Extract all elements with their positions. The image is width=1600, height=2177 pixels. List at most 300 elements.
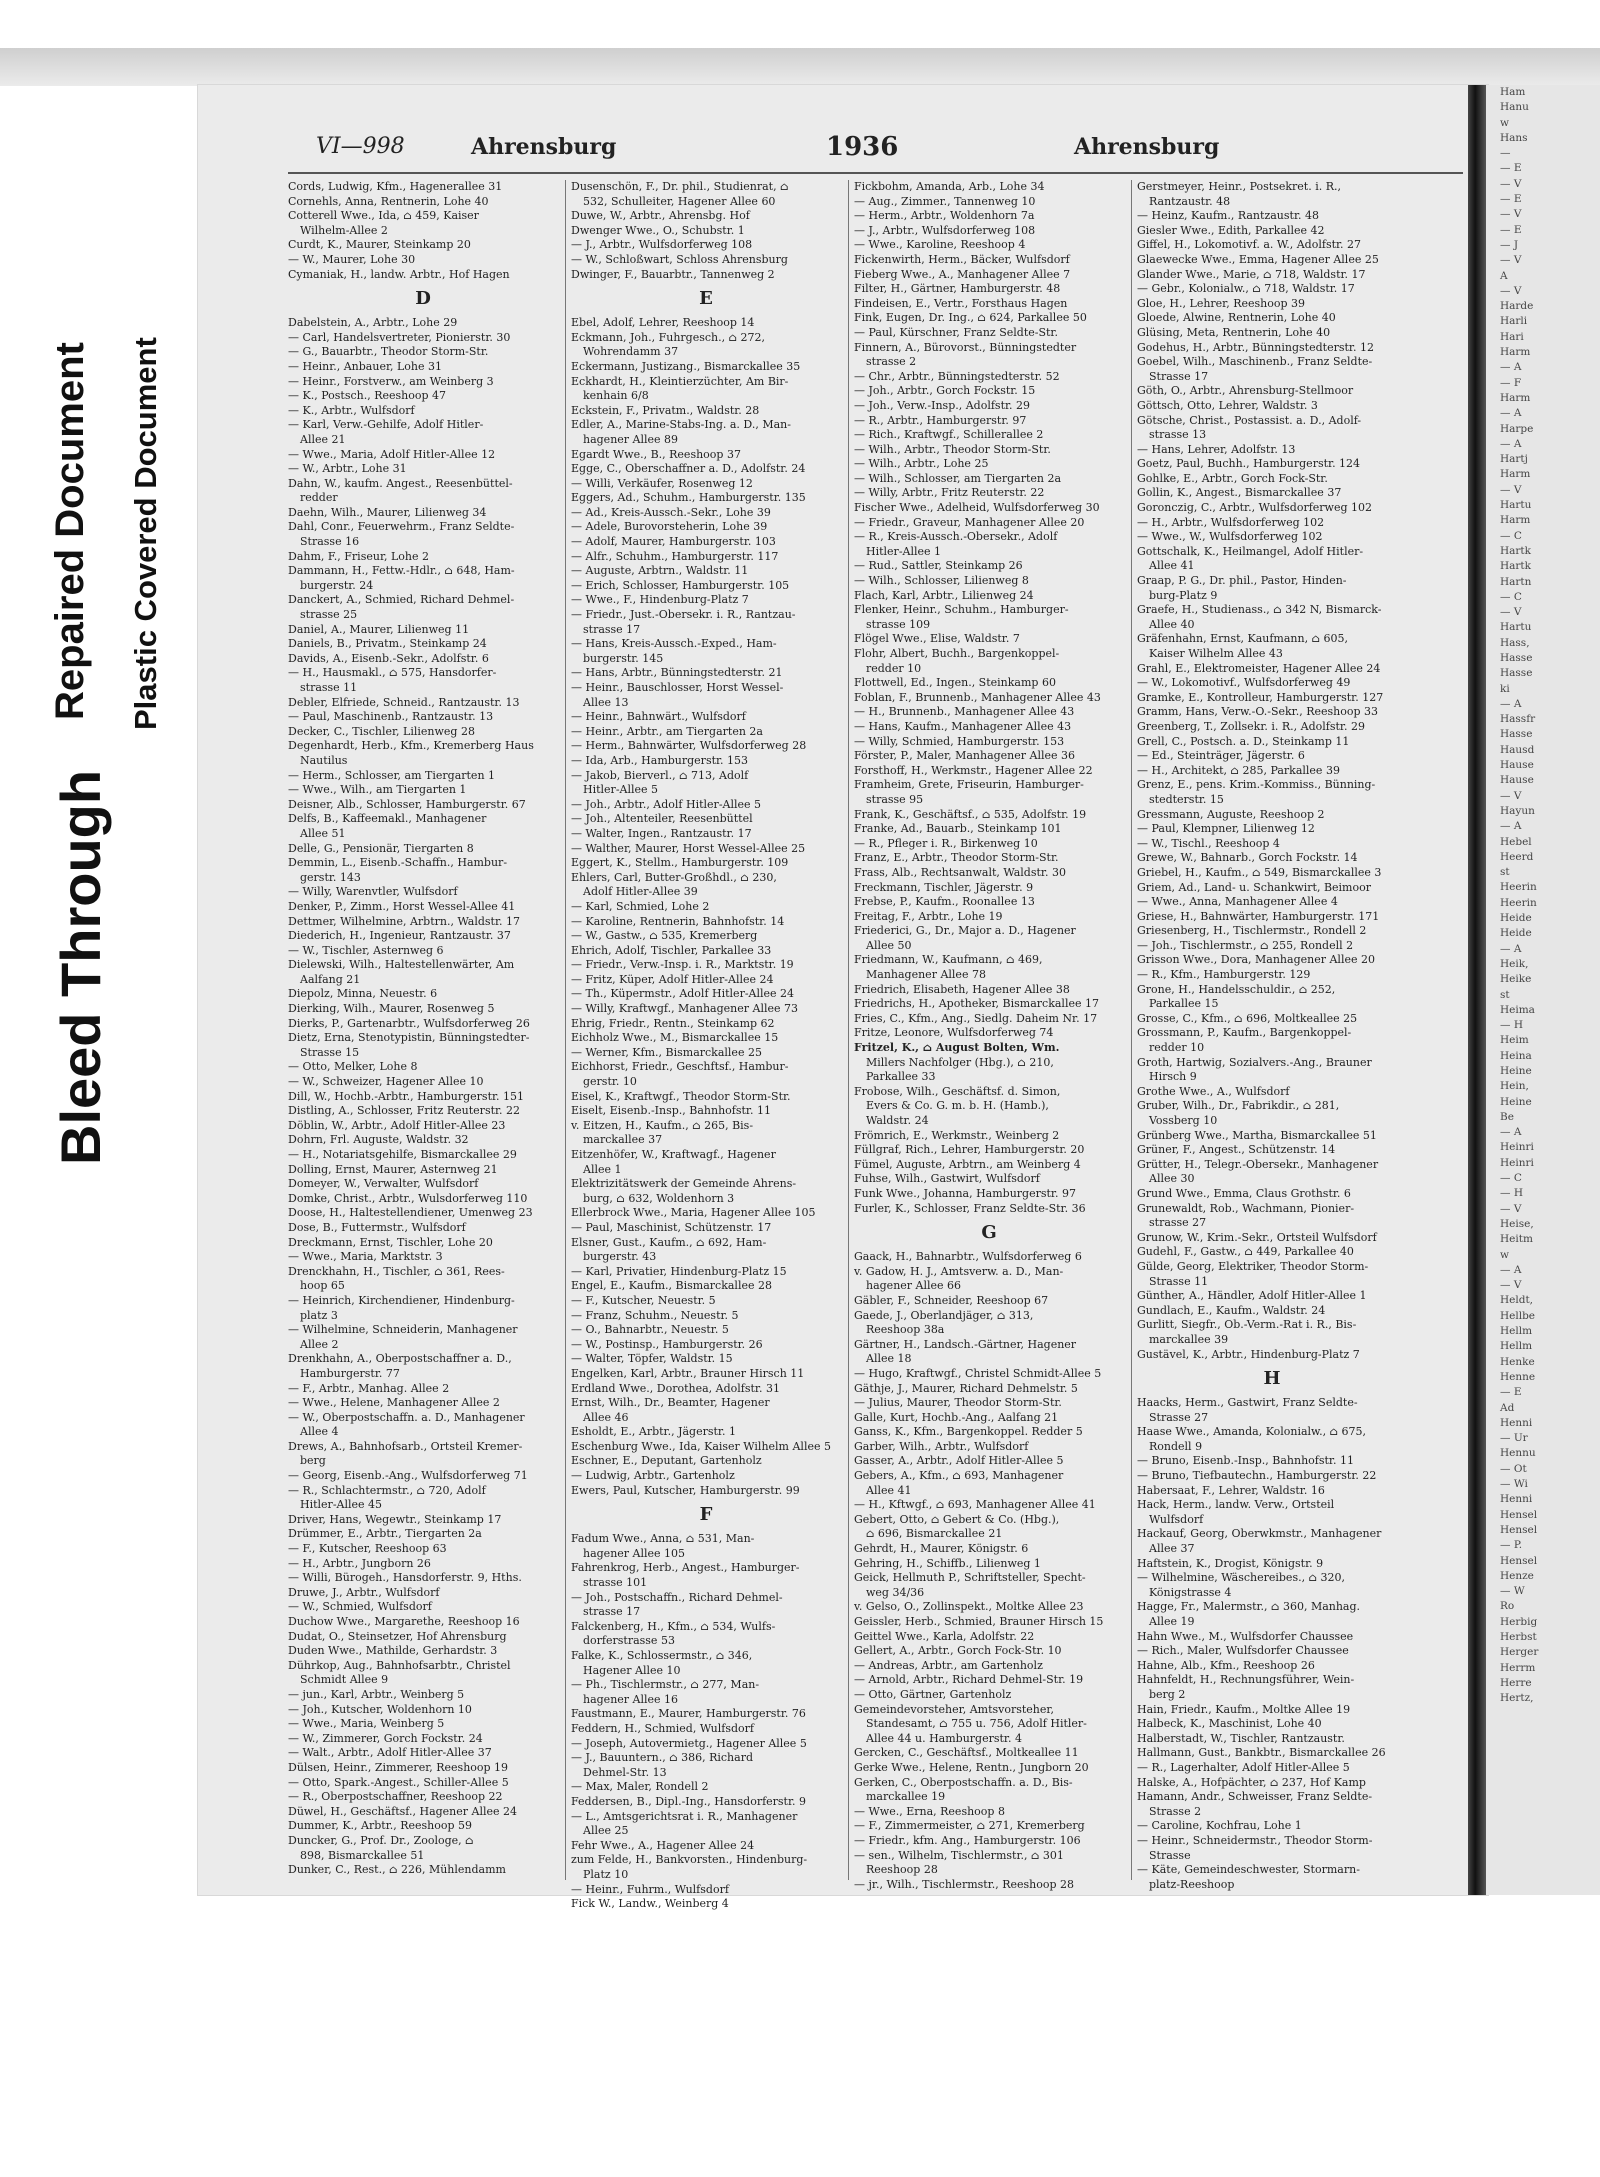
directory-entry: — Ida, Arb., Hamburgerstr. 153 xyxy=(571,753,749,767)
next-page-fragment: — V xyxy=(1500,177,1522,190)
directory-entry: Dettmer, Wilhelmine, Arbtrn., Waldstr. 17 xyxy=(288,914,521,928)
directory-entry: Glaewecke Wwe., Emma, Hagener Allee 25 xyxy=(1137,252,1379,266)
directory-entry: — Walter, Töpfer, Waldstr. 15 xyxy=(571,1352,733,1366)
directory-entry: Griese, H., Bahnwärter, Hamburgerstr. 171 xyxy=(1137,909,1380,923)
directory-entry: Königstrasse 4 xyxy=(1149,1585,1232,1599)
directory-entry: Strasse 2 xyxy=(1149,1804,1202,1818)
directory-entry: Allee 18 xyxy=(866,1352,912,1366)
directory-entry: — W., Zimmerer, Gorch Fockstr. 24 xyxy=(288,1731,483,1745)
next-page-fragment: Hartk xyxy=(1500,544,1532,557)
next-page-fragment: w xyxy=(1500,116,1509,129)
directory-entry: Halske, A., Hofpächter, ⌂ 237, Hof Kamp xyxy=(1137,1775,1366,1789)
directory-entry: — H., Arbtr., Wulfsdorferweg 102 xyxy=(1137,515,1325,529)
next-page-fragment: — A xyxy=(1500,437,1522,450)
directory-entry: Gebers, A., Kfm., ⌂ 693, Manhagener xyxy=(854,1469,1064,1483)
directory-entry: Deisner, Alb., Schlosser, Hamburgerstr. 67 xyxy=(288,797,526,811)
directory-entry: Ellerbrock Wwe., Maria, Hagener Allee 105 xyxy=(571,1206,816,1220)
directory-entry: Dietz, Erna, Stenotypistin, Bünningstedter- xyxy=(288,1031,530,1045)
directory-entry: Allee 41 xyxy=(1149,559,1195,573)
directory-entry: Geittel Wwe., Karla, Adolfstr. 22 xyxy=(854,1629,1035,1643)
directory-entry: — R., Oberpostschaffner, Reeshoop 22 xyxy=(288,1790,503,1804)
directory-entry: Drenkhahn, A., Oberpostschaffner a. D., xyxy=(288,1352,512,1366)
directory-entry: Haase Wwe., Amanda, Kolonialw., ⌂ 675, xyxy=(1137,1425,1367,1439)
directory-entry: Foblan, F., Brunnenb., Manhagener Allee 43 xyxy=(854,690,1101,704)
directory-entry: Drews, A., Bahnhofsarb., Ortsteil Kremer- xyxy=(288,1439,523,1453)
directory-entry: Curdt, K., Maurer, Steinkamp 20 xyxy=(288,238,471,252)
next-page-fragment: st xyxy=(1500,988,1510,1001)
next-page-fragment: Hause xyxy=(1500,774,1534,787)
directory-entry: Platz 10 xyxy=(583,1867,629,1881)
directory-entry: Hitler-Allee 5 xyxy=(583,783,659,797)
next-page-fragment: Heike xyxy=(1500,973,1532,986)
next-page-fragment: Hari xyxy=(1500,330,1524,343)
next-page-fragment: — J xyxy=(1500,238,1519,251)
directory-entry: Domeyer, W., Verwalter, Wulfsdorf xyxy=(288,1177,479,1191)
next-page-fragment: Hassfr xyxy=(1500,713,1536,726)
directory-entry: Giffel, H., Lokomotivf. a. W., Adolfstr. 27 xyxy=(1137,238,1362,252)
directory-entry: Diederich, H., Ingenieur, Rantzaustr. 37 xyxy=(288,929,511,943)
directory-entry: Demmin, L., Eisenb.-Schaffn., Hambur- xyxy=(288,856,508,870)
directory-entry: Allee 13 xyxy=(583,695,629,709)
directory-entry: Eckermann, Justizang., Bismarckallee 35 xyxy=(571,359,801,373)
directory-entry: Cymaniak, H., landw. Arbtr., Hof Hagen xyxy=(288,267,510,281)
directory-entry: Dolling, Ernst, Maurer, Asternweg 21 xyxy=(288,1162,498,1176)
next-page-fragment: Hans xyxy=(1500,131,1528,144)
directory-entry: burgerstr. 24 xyxy=(300,578,374,592)
directory-entry: — Walt., Arbtr., Adolf Hitler-Allee 37 xyxy=(288,1746,492,1760)
directory-entry: — Ed., Steinträger, Jägerstr. 6 xyxy=(1137,749,1305,763)
directory-entry: Dunker, C., Rest., ⌂ 226, Mühlendamm xyxy=(288,1863,506,1877)
directory-entry: Ernst, Wilh., Dr., Beamter, Hagener xyxy=(571,1396,770,1410)
directory-entry: Erdland Wwe., Dorothea, Adolfstr. 31 xyxy=(571,1381,780,1395)
directory-entry: — Wilh., Schlosser, am Tiergarten 2a xyxy=(854,471,1062,485)
directory-entry: Dose, B., Futtermstr., Wulfsdorf xyxy=(288,1220,466,1234)
directory-entry: — W., Maurer, Lohe 30 xyxy=(288,252,416,266)
directory-entry: Forsthoff, H., Werkmstr., Hagener Allee 22 xyxy=(854,763,1093,777)
directory-entry: Grosse, C., Kfm., ⌂ 696, Moltkeallee 25 xyxy=(1137,1011,1358,1025)
directory-entry: Hagge, Fr., Malermstr., ⌂ 360, Manhag. xyxy=(1137,1600,1361,1614)
directory-entry: burgerstr. 145 xyxy=(583,651,664,665)
directory-entry: Gaack, H., Bahnarbtr., Wulfsdorferweg 6 xyxy=(854,1250,1082,1264)
directory-entry: strasse 17 xyxy=(583,622,641,636)
directory-entry: Strasse 15 xyxy=(300,1045,360,1059)
directory-entry: hoop 65 xyxy=(300,1279,345,1293)
next-page-fragment: Heide xyxy=(1500,927,1532,940)
next-page-fragment: — H xyxy=(1500,1187,1523,1200)
directory-entry: — Adele, Burovorsteherin, Lohe 39 xyxy=(571,520,768,534)
directory-entry: Grunow, W., Krim.-Sekr., Ortsteil Wulfsdorf xyxy=(1137,1230,1377,1244)
directory-entry: Gaede, J., Oberlandjäger, ⌂ 313, xyxy=(854,1308,1034,1322)
directory-entry: Düwel, H., Geschäftsf., Hagener Allee 24 xyxy=(288,1804,518,1818)
next-page-fragment: — E xyxy=(1500,1386,1522,1399)
directory-entry: — Carl, Handelsvertreter, Pionierstr. 30 xyxy=(288,330,511,344)
next-page-fragment: Hebel xyxy=(1500,835,1532,848)
directory-entry: Driver, Hans, Wegewtr., Steinkamp 17 xyxy=(288,1512,502,1526)
directory-column-1 xyxy=(288,180,558,1880)
directory-entry: — W., Schloßwart, Schloss Ahrensburg xyxy=(571,252,788,266)
directory-entry: Haacks, Herm., Gastwirt, Franz Seldte- xyxy=(1137,1396,1358,1410)
directory-entry: Falckenberg, H., Kfm., ⌂ 534, Wulfs- xyxy=(571,1619,776,1633)
directory-entry: — W., Tischl., Reeshoop 4 xyxy=(1137,836,1280,850)
directory-entry: Fahrenkrog, Herb., Angest., Hamburger- xyxy=(571,1561,800,1575)
directory-entry: — Joh., Postschaffn., Richard Dehmel- xyxy=(571,1590,783,1604)
book-gutter xyxy=(1468,85,1486,1895)
directory-entry: redder 10 xyxy=(866,661,922,675)
directory-entry: Dahm, F., Friseur, Lohe 2 xyxy=(288,549,430,563)
directory-entry: Gäthje, J., Maurer, Richard Dehmelstr. 5 xyxy=(854,1381,1078,1395)
directory-entry: — G., Bauarbtr., Theodor Storm-Str. xyxy=(288,345,489,359)
directory-entry: Rantzaustr. 48 xyxy=(1149,194,1231,208)
directory-entry: — R., Schlachtermstr., ⌂ 720, Adolf xyxy=(288,1483,486,1497)
directory-entry: Göttsch, Otto, Lehrer, Waldstr. 3 xyxy=(1137,398,1318,412)
directory-entry: — Hans, Kaufm., Manhagener Allee 43 xyxy=(854,719,1072,733)
directory-entry: Grossmann, P., Kaufm., Bargenkoppel- xyxy=(1137,1026,1352,1040)
directory-entry: Glüsing, Meta, Rentnerin, Lohe 40 xyxy=(1137,325,1331,339)
next-page-fragment: Hein, xyxy=(1500,1080,1529,1093)
directory-entry: — R., Kreis-Aussch.-Obersekr., Adolf xyxy=(854,530,1058,544)
directory-entry: Cornehls, Anna, Rentnerin, Lohe 40 xyxy=(288,194,489,208)
next-page-fragment: — V xyxy=(1500,1279,1522,1292)
directory-entry: Grahl, E., Elektromeister, Hagener Allee 24 xyxy=(1137,661,1381,675)
directory-entry: Faustmann, E., Maurer, Hamburgerstr. 76 xyxy=(571,1707,806,1721)
next-page-fragment: — A xyxy=(1500,820,1522,833)
directory-entry: redder 10 xyxy=(1149,1041,1205,1055)
directory-entry: Gemeindevorsteher, Amtsvorsteher, xyxy=(854,1702,1054,1716)
directory-entry: Freitag, F., Arbtr., Lohe 19 xyxy=(854,909,1003,923)
directory-entry: — Otto, Spark.-Angest., Schiller-Allee 5 xyxy=(288,1775,509,1789)
directory-entry: strasse 17 xyxy=(583,1605,641,1619)
directory-entry: — Rich., Maler, Wulfsdorfer Chaussee xyxy=(1137,1644,1349,1658)
directory-entry: Eiselt, Eisenb.-Insp., Bahnhofstr. 11 xyxy=(571,1104,771,1118)
directory-entry: Standesamt, ⌂ 755 u. 756, Adolf Hitler- xyxy=(866,1717,1087,1731)
directory-entry: Daniels, B., Privatm., Steinkamp 24 xyxy=(288,637,487,651)
directory-entry: Hahnfeldt, H., Rechnungsführer, Wein- xyxy=(1137,1673,1355,1687)
directory-entry: Diepolz, Minna, Neuestr. 6 xyxy=(288,987,438,1001)
place-name-left: Ahrensburg xyxy=(471,134,617,160)
next-page-fragment: Harde xyxy=(1500,300,1534,313)
directory-entry: Gundlach, E., Kaufm., Waldstr. 24 xyxy=(1137,1303,1326,1317)
directory-entry: Parkallee 15 xyxy=(1149,997,1219,1011)
directory-entry: Dwinger, F., Bauarbtr., Tannenweg 2 xyxy=(571,267,775,281)
next-page-fragment: — A xyxy=(1500,361,1522,374)
directory-entry: Dudat, O., Steinsetzer, Hof Ahrensburg xyxy=(288,1629,507,1643)
directory-entry: — Heinr., Anbauer, Lohe 31 xyxy=(288,359,443,373)
next-page-fragment: Hensel xyxy=(1500,1523,1538,1536)
directory-entry: Strasse 27 xyxy=(1149,1410,1209,1424)
directory-entry: — Adolf, Maurer, Hamburgerstr. 103 xyxy=(571,535,776,549)
next-page-fragment: Heise, xyxy=(1500,1217,1534,1230)
directory-entry: Ganss, K., Kfm., Bargenkoppel. Redder 5 xyxy=(854,1425,1083,1439)
directory-entry: — Fritz, Küper, Adolf Hitler-Allee 24 xyxy=(571,972,774,986)
directory-entry: Distling, A., Schlosser, Fritz Reuterstr. 22 xyxy=(288,1104,521,1118)
directory-entry: Grell, C., Postsch. a. D., Steinkamp 11 xyxy=(1137,734,1350,748)
next-page-fragment: Harpe xyxy=(1500,422,1534,435)
next-page-fragment: Henze xyxy=(1500,1569,1534,1582)
directory-entry: Gollin, K., Angest., Bismarckallee 37 xyxy=(1137,486,1342,500)
directory-entry: — H., Hausmakl., ⌂ 575, Hansdorfer- xyxy=(288,666,497,680)
directory-entry: Goronczig, C., Arbtr., Wulfsdorferweg 102 xyxy=(1137,501,1373,515)
directory-entry: — R., Pfleger i. R., Birkenweg 10 xyxy=(854,836,1038,850)
directory-entry: Engel, E., Kaufm., Bismarckallee 28 xyxy=(571,1279,772,1293)
next-page-fragment: — H xyxy=(1500,1019,1523,1032)
directory-entry: — Herm., Schlosser, am Tiergarten 1 xyxy=(288,768,496,782)
next-page-fragment: Hellbe xyxy=(1500,1309,1536,1322)
directory-entry: — R., Arbtr., Hamburgerstr. 97 xyxy=(854,413,1027,427)
directory-entry: Drümmer, E., Arbtr., Tiergarten 2a xyxy=(288,1527,482,1541)
directory-entry: Gehring, H., Schiffb., Lilienweg 1 xyxy=(854,1556,1041,1570)
next-page-fragment: Heinri xyxy=(1500,1156,1534,1169)
directory-entry: Millers Nachfolger (Hbg.), ⌂ 210, xyxy=(866,1055,1054,1069)
directory-entry: Goetz, Paul, Buchh., Hamburgerstr. 124 xyxy=(1137,457,1361,471)
next-page-fragment: — V xyxy=(1500,1202,1522,1215)
directory-entry: — Chr., Arbtr., Bünningstedterstr. 52 xyxy=(854,369,1060,383)
directory-entry: Graefe, H., Studienass., ⌂ 342 N, Bismarck- xyxy=(1137,603,1382,617)
directory-entry: Glander Wwe., Marie, ⌂ 718, Waldstr. 17 xyxy=(1137,267,1366,281)
directory-entry: — Heinr., Fuhrm., Wulfsdorf xyxy=(571,1882,729,1896)
next-page-fragment: Hausd xyxy=(1500,743,1535,756)
directory-entry: — Karl, Schmied, Lohe 2 xyxy=(571,899,710,913)
directory-entry: — Andreas, Arbtr., am Gartenholz xyxy=(854,1658,1043,1672)
directory-entry: Danckert, A., Schmied, Richard Dehmel- xyxy=(288,593,515,607)
directory-entry: Allee 51 xyxy=(300,826,346,840)
directory-entry: — Ad., Kreis-Aussch.-Sekr., Lohe 39 xyxy=(571,505,771,519)
directory-entry: — W., Arbtr., Lohe 31 xyxy=(288,462,407,476)
directory-entry: v. Eitzen, H., Kaufm., ⌂ 265, Bis- xyxy=(571,1118,754,1132)
next-page-fragment: Heide xyxy=(1500,912,1532,925)
next-page-fragment: Hass, xyxy=(1500,636,1530,649)
directory-entry: Wulfsdorf xyxy=(1149,1512,1204,1526)
directory-entry: Framheim, Grete, Friseurin, Hamburger- xyxy=(854,778,1084,792)
directory-entry: — H., Architekt, ⌂ 285, Parkallee 39 xyxy=(1137,763,1340,777)
directory-entry: — Paul, Klempner, Lilienweg 12 xyxy=(1137,822,1315,836)
directory-entry: 532, Schulleiter, Hagener Allee 60 xyxy=(583,194,776,208)
directory-entry: Gäbler, F., Schneider, Reeshoop 67 xyxy=(854,1293,1049,1307)
directory-entry: Allee 50 xyxy=(866,938,912,952)
directory-entry: — Max, Maler, Rondell 2 xyxy=(571,1780,709,1794)
directory-entry: Frobose, Wilh., Geschäftsf. d. Simon, xyxy=(854,1084,1061,1098)
directory-entry: Findeisen, E., Vertr., Forsthaus Hagen xyxy=(854,296,1068,310)
directory-entry: weg 34/36 xyxy=(866,1585,925,1599)
next-page-fragment: Hertz, xyxy=(1500,1692,1534,1705)
directory-entry: — W., Schmied, Wulfsdorf xyxy=(288,1600,432,1614)
directory-entry: — Karl, Verw.-Gehilfe, Adolf Hitler- xyxy=(288,418,484,432)
directory-entry: Grunewaldt, Rob., Wachmann, Pionier- xyxy=(1137,1201,1355,1215)
directory-entry: Hack, Herm., landw. Verw., Ortsteil xyxy=(1137,1498,1335,1512)
directory-entry: Hirsch 9 xyxy=(1149,1070,1197,1084)
directory-entry: Allee 25 xyxy=(583,1824,629,1838)
directory-entry: Hahn Wwe., M., Wulfsdorfer Chaussee xyxy=(1137,1629,1354,1643)
next-page-fragment: Heerin xyxy=(1500,896,1537,909)
directory-entry: Dreckmann, Ernst, Tischler, Lohe 20 xyxy=(288,1235,493,1249)
directory-entry: Götsche, Christ., Postassist. a. D., Adolf- xyxy=(1137,413,1362,427)
directory-entry: — J., Bauuntern., ⌂ 386, Richard xyxy=(571,1751,753,1765)
directory-entry: — F., Arbtr., Manhag. Allee 2 xyxy=(288,1381,450,1395)
directory-entry: Evers & Co. G. m. b. H. (Hamb.), xyxy=(866,1099,1049,1113)
directory-entry: — Herm., Bahnwärter, Wulfsdorferweg 28 xyxy=(571,739,807,753)
next-page-fragment: — Ot xyxy=(1500,1462,1527,1475)
next-page-edge xyxy=(1486,85,1600,1895)
directory-entry: — Wwe., Maria, Weinberg 5 xyxy=(288,1717,445,1731)
directory-entry: burgerstr. 43 xyxy=(583,1250,657,1264)
directory-entry: — W., Postinsp., Hamburgerstr. 26 xyxy=(571,1337,763,1351)
directory-entry: — Wwe., W., Wulfsdorferweg 102 xyxy=(1137,530,1323,544)
directory-entry: Hitler-Allee 1 xyxy=(866,544,942,558)
directory-entry: Dierking, Wilh., Maurer, Rosenweg 5 xyxy=(288,1002,495,1016)
directory-entry: Friedrich, Elisabeth, Hagener Allee 38 xyxy=(854,982,1070,996)
directory-entry: v. Gelso, O., Zollinspekt., Moltke Allee 23 xyxy=(854,1600,1084,1614)
next-page-fragment: Heima xyxy=(1500,1003,1535,1016)
directory-entry: — Georg, Eisenb.-Ang., Wulfsdorferweg 71 xyxy=(288,1469,528,1483)
next-page-fragment: Hensel xyxy=(1500,1554,1538,1567)
directory-entry: — Bruno, Tiefbautechn., Hamburgerstr. 22 xyxy=(1137,1469,1377,1483)
directory-entry: Wilhelm-Allee 2 xyxy=(300,223,388,237)
directory-entry: Filter, H., Gärtner, Hamburgerstr. 48 xyxy=(854,282,1061,296)
directory-entry: gerstr. 143 xyxy=(300,870,361,884)
directory-entry: Allee 4 xyxy=(300,1425,339,1439)
directory-entry: Egardt Wwe., B., Reeshoop 37 xyxy=(571,447,741,461)
directory-entry: — W., Lokomotivf., Wulfsdorferweg 49 xyxy=(1137,676,1351,690)
directory-entry: Allee 41 xyxy=(866,1483,912,1497)
directory-entry: — Heinr., Bahnwärt., Wulfsdorf xyxy=(571,710,746,724)
directory-entry: — Heinr., Arbtr., am Tiergarten 2a xyxy=(571,724,763,738)
next-page-fragment: Hanu xyxy=(1500,101,1529,114)
next-page-fragment: Henke xyxy=(1500,1355,1535,1368)
directory-entry: — Rich., Kraftwgf., Schillerallee 2 xyxy=(854,428,1044,442)
directory-entry: Eckstein, F., Privatm., Waldstr. 28 xyxy=(571,403,760,417)
next-page-fragment: — Wi xyxy=(1500,1478,1528,1491)
directory-entry: — Karoline, Rentnerin, Bahnhofstr. 14 xyxy=(571,914,785,928)
directory-entry: Daehn, Wilh., Maurer, Lilienweg 34 xyxy=(288,505,487,519)
directory-entry: Grenz, E., pens. Krim.-Kommiss., Bünning- xyxy=(1137,778,1376,792)
next-page-fragment: Hartu xyxy=(1500,499,1532,512)
directory-entry: Griesenberg, H., Tischlermstr., Rondell 2 xyxy=(1137,924,1367,938)
directory-entry: — Joh., Verw.-Insp., Adolfstr. 29 xyxy=(854,398,1031,412)
next-page-fragment: Heik, xyxy=(1500,957,1529,970)
directory-entry: Dohrn, Frl. Auguste, Waldstr. 32 xyxy=(288,1133,469,1147)
directory-entry: Kaiser Wilhelm Allee 43 xyxy=(1149,647,1283,660)
directory-entry: v. Gadow, H. J., Amtsverw. a. D., Man- xyxy=(854,1264,1064,1278)
directory-entry: — H., Brunnenb., Manhagener Allee 43 xyxy=(854,705,1075,719)
directory-entry: Goebel, Wilh., Maschinenb., Franz Seldte- xyxy=(1137,355,1373,369)
directory-entry: ⌂ 696, Bismarckallee 21 xyxy=(866,1527,1003,1541)
directory-entry: Friedrichs, H., Apotheker, Bismarckallee 17 xyxy=(854,997,1099,1011)
directory-entry: Denker, P., Zimm., Horst Wessel-Allee 41 xyxy=(288,899,516,913)
directory-entry: — Wilh., Arbtr., Lohe 25 xyxy=(854,457,989,471)
directory-entry: Fritzel, K., ⌂ August Bolten, Wm. xyxy=(854,1041,1060,1055)
directory-entry: Gloe, H., Lehrer, Reeshoop 39 xyxy=(1137,296,1306,310)
next-page-fragment: A xyxy=(1500,269,1508,282)
directory-entry: — Wwe., Karoline, Reeshoop 4 xyxy=(854,238,1026,252)
directory-entry: Graap, P. G., Dr. phil., Pastor, Hinden- xyxy=(1137,574,1347,588)
directory-entry: — Wwe., Helene, Manhagener Allee 2 xyxy=(288,1396,500,1410)
directory-entry: — Franz, Schuhm., Neuestr. 5 xyxy=(571,1308,739,1322)
directory-entry: hagener Allee 16 xyxy=(583,1692,679,1706)
directory-entry: Gülde, Georg, Elektriker, Theodor Storm- xyxy=(1137,1259,1369,1273)
directory-entry: Franz, E., Arbtr., Theodor Storm-Str. xyxy=(854,851,1059,865)
directory-entry: — W., Gastw., ⌂ 535, Kremerberg xyxy=(571,929,758,943)
directory-entry: Furler, K., Schlosser, Franz Seldte-Str. 36 xyxy=(854,1201,1086,1215)
next-page-fragment: Ad xyxy=(1500,1401,1515,1414)
directory-entry: strasse 95 xyxy=(866,792,924,806)
directory-entry: Gerken, C., Oberpostschaffn. a. D., Bis- xyxy=(854,1775,1073,1789)
directory-entry: Gottschalk, K., Heilmangel, Adolf Hitler- xyxy=(1137,544,1364,558)
directory-entry: Adolf Hitler-Allee 39 xyxy=(583,885,698,899)
directory-entry: Nautilus xyxy=(300,753,348,767)
directory-entry: stedterstr. 15 xyxy=(1149,792,1224,806)
next-page-fragment: — Ur xyxy=(1500,1432,1528,1445)
directory-entry: Cotterell Wwe., Ida, ⌂ 459, Kaiser xyxy=(288,209,479,223)
directory-entry: — Wwe., Maria, Adolf Hitler-Allee 12 xyxy=(288,447,496,461)
directory-entry: — Bruno, Eisenb.-Insp., Bahnhofstr. 11 xyxy=(1137,1454,1354,1468)
directory-entry: — Hans, Lehrer, Adolfstr. 13 xyxy=(1137,442,1296,456)
directory-entry: berg xyxy=(300,1454,326,1468)
next-page-fragment: — F xyxy=(1500,376,1522,389)
directory-entry: — Joh., Kutscher, Woldenhorn 10 xyxy=(288,1702,472,1716)
directory-entry: marckallee 39 xyxy=(1149,1332,1229,1346)
directory-entry: hagener Allee 89 xyxy=(583,432,679,446)
directory-entry: Grothe Wwe., A., Wulfsdorf xyxy=(1137,1084,1290,1098)
page-header xyxy=(316,134,1446,164)
directory-entry: Frömrich, E., Werkmstr., Weinberg 2 xyxy=(854,1128,1060,1142)
section-letter: G xyxy=(981,1222,997,1244)
directory-entry: Haftstein, K., Drogist, Königstr. 9 xyxy=(1137,1556,1324,1570)
directory-entry: — R., Kfm., Hamburgerstr. 129 xyxy=(1137,968,1311,982)
directory-entry: — sen., Wilhelm, Tischlermstr., ⌂ 301 xyxy=(854,1848,1064,1862)
directory-entry: hagener Allee 66 xyxy=(866,1279,962,1293)
directory-entry: Hain, Friedr., Kaufm., Moltke Allee 19 xyxy=(1137,1702,1351,1716)
directory-entry: burg-Platz 9 xyxy=(1149,588,1218,602)
directory-entry: Daniel, A., Maurer, Lilienweg 11 xyxy=(288,622,470,636)
directory-entry: Groth, Hartwig, Sozialvers.-Ang., Brauner xyxy=(1137,1055,1372,1069)
directory-entry: Delfs, B., Kaffeemakl., Manhagener xyxy=(288,812,487,826)
directory-entry: Fehr Wwe., A., Hagener Allee 24 xyxy=(571,1838,755,1852)
directory-entry: Rondell 9 xyxy=(1149,1439,1203,1453)
directory-entry: berg 2 xyxy=(1149,1687,1186,1701)
directory-entry: Godehus, H., Arbtr., Bünningstedterstr. 12 xyxy=(1137,340,1374,354)
directory-entry: burg, ⌂ 632, Woldenhorn 3 xyxy=(583,1191,735,1205)
directory-entry: — Willy, Arbtr., Fritz Reuterstr. 22 xyxy=(854,486,1045,500)
directory-entry: Hamburgerstr. 77 xyxy=(300,1366,400,1380)
directory-entry: Göth, O., Arbtr., Ahrensburg-Stellmoor xyxy=(1137,384,1354,398)
directory-entry: Dill, W., Hochb.-Arbtr., Hamburgerstr. 151 xyxy=(288,1089,525,1103)
next-page-fragment: Herbst xyxy=(1500,1630,1537,1643)
directory-entry: Franke, Ad., Bauarb., Steinkamp 101 xyxy=(854,822,1062,836)
directory-entry: Egge, C., Oberschaffner a. D., Adolfstr. 24 xyxy=(571,462,806,476)
directory-entry: Delle, G., Pensionär, Tiergarten 8 xyxy=(288,841,474,855)
section-letter: H xyxy=(1263,1368,1281,1390)
directory-entry: Reeshoop 28 xyxy=(866,1863,938,1877)
next-page-fragment: Herre xyxy=(1500,1676,1532,1689)
directory-entry: — J., Arbtr., Wulfsdorferweg 108 xyxy=(571,238,753,252)
scan-top-shadow xyxy=(0,48,1600,86)
directory-entry: dorferstrasse 53 xyxy=(583,1634,675,1648)
directory-entry: — Wilhelmine, Wäschereibes., ⌂ 320, xyxy=(1137,1571,1345,1585)
directory-entry: Allee 44 u. Hamburgerstr. 4 xyxy=(866,1731,1022,1745)
directory-entry: Elektrizitätswerk der Gemeinde Ahrens- xyxy=(571,1177,797,1191)
directory-entry: Allee 2 xyxy=(300,1337,339,1351)
directory-entry: strasse 11 xyxy=(300,681,358,694)
directory-entry: Gramm, Hans, Verw.-O.-Sekr., Reeshoop 33 xyxy=(1137,705,1379,719)
directory-entry: Gräfenhahn, Ernst, Kaufmann, ⌂ 605, xyxy=(1137,632,1348,646)
directory-entry: Füllgraf, Rich., Lehrer, Hamburgerstr. 20 xyxy=(854,1143,1085,1157)
directory-entry: Allee 30 xyxy=(1149,1172,1195,1186)
next-page-fragment: — A xyxy=(1500,942,1522,955)
directory-entry: Falke, K., Schlossermstr., ⌂ 346, xyxy=(571,1649,753,1662)
directory-entry: Dabelstein, A., Arbtr., Lohe 29 xyxy=(288,316,458,330)
directory-entry: Fadum Wwe., Anna, ⌂ 531, Man- xyxy=(571,1532,755,1546)
next-page-fragment: Heina xyxy=(1500,1049,1532,1062)
directory-entry: Gerke Wwe., Helene, Rentn., Jungborn 20 xyxy=(854,1760,1089,1774)
